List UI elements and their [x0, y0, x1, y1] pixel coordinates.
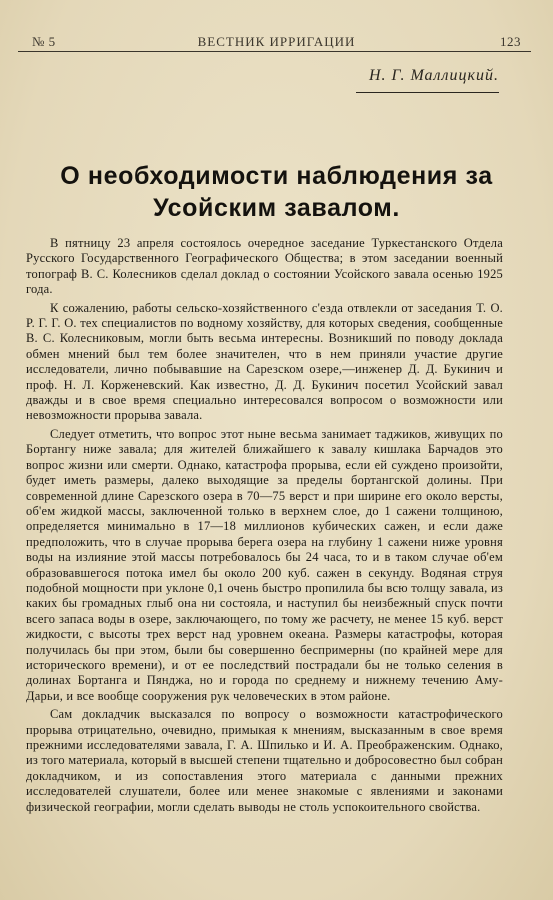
paragraph-4: Сам докладчик высказался по вопросу о возможности катастрофического прорыва отрицательно, очевидно, примыкая к мнениям, высказанным в свое время прежними исследователями завала, Г. А. Шпилько и И. А. Преображенским. Однако, из того материала, который в высшей степени тщательно и добросовестно был собран докладчиком, и из сопоставления этого материала с данными прежних исследователей слушатели, более или менее знакомые с явлениями и законами физической географии, могли сделать выводы не столь успокоительного свойства.: [26, 707, 503, 814]
page-number: 123: [500, 34, 521, 49]
header-divider: [18, 51, 531, 52]
article-title-line-2: Усойским завалом.: [153, 194, 400, 222]
article-title-line-1: О необходимости наблюдения за: [60, 162, 493, 190]
paragraph-2: К сожалению, работы сельско-хозяйственного с'езда отвлекли от заседания Т. О. Р. Г. Г. О. тех специалистов по водному хозяйству, для которых сведения, сообщенные В. С. Колесниковым, могли быть весьма интересны. Возникший по поводу доклада обмен мнений был тем более значителен, что в нем приняли участие другие исследователи, лично побывавшие на Сарезском озере,—инженер Д. Д. Букинич и проф. Н. Л. Корженевский. Как известно, Д. Д. Букинич посетил Усойский завал дважды и в свое время специально интересовался вопросом о возможности или невозможности прорыва завала.: [26, 300, 503, 423]
running-header: [18, 30, 535, 52]
article-author: Н. Г. Маллицкий.: [369, 67, 499, 84]
journal-title: ВЕСТНИК ИРРИГАЦИИ: [197, 34, 356, 49]
article-title: [22, 160, 531, 224]
article-body: [26, 236, 503, 818]
paragraph-1: В пятницу 23 апреля состоялось очередное заседание Туркестанского Отдела Русского Государственного Географического Общества; в этом заседании военный топограф В. С. Колесников сделал доклад о состоянии Усойского завала осенью 1925 года.: [26, 236, 503, 297]
author-underline: [356, 92, 499, 93]
paragraph-3: Следует отметить, что вопрос этот ныне весьма занимает таджиков, живущих по Бортангу ниже завала; для жителей ближайшего к завалу кишлака Барчадов это вопрос жизни или смерти. Однако, катастрофа прорыва, если ей суждено произойти, будет иметь размеры, далеко выходящие за пределы бортангской долины. При современной длине Сарезского озера в 70—75 верст и при ширине его около версты, об'ем жидкой массы, заключенной только в верхнем слое, до 1 сажени толщиною, определяется минимально в 17—18 миллионов кубических сажен, и если даже предположить, что в случае прорыва берега озера на глубину 1 сажени ниже уровня воды на излияние этой массы потребовалось бы 24 часа, то и в таком случае об'ем образовавшегося потока имел бы около 200 куб. сажен в секунду. Водяная струя подобной мощности при уклоне 0,1 очень быстро пропилила бы всю толщу завала, из каких бы громадных глыб она ни состояла, и наступил бы неизбежный спуск почти всего запаса воды в озере, заключающего, по тому же расчету, не менее 15 куб. верст жидкости, с высоты трех верст над уровнем океана. Размеры катастрофы, которая получилась бы при этом, были бы совершенно беспримерны (по крайней мере для исторического времени), и от ее последствий пострадали бы не только селения в долинах Бортанга и Пянджа, но и города по среднему и нижнему течению Аму-Дарьи, и все вообще сооружения рук человеческих в этом районе.: [26, 426, 503, 703]
issue-number: № 5: [32, 34, 56, 49]
